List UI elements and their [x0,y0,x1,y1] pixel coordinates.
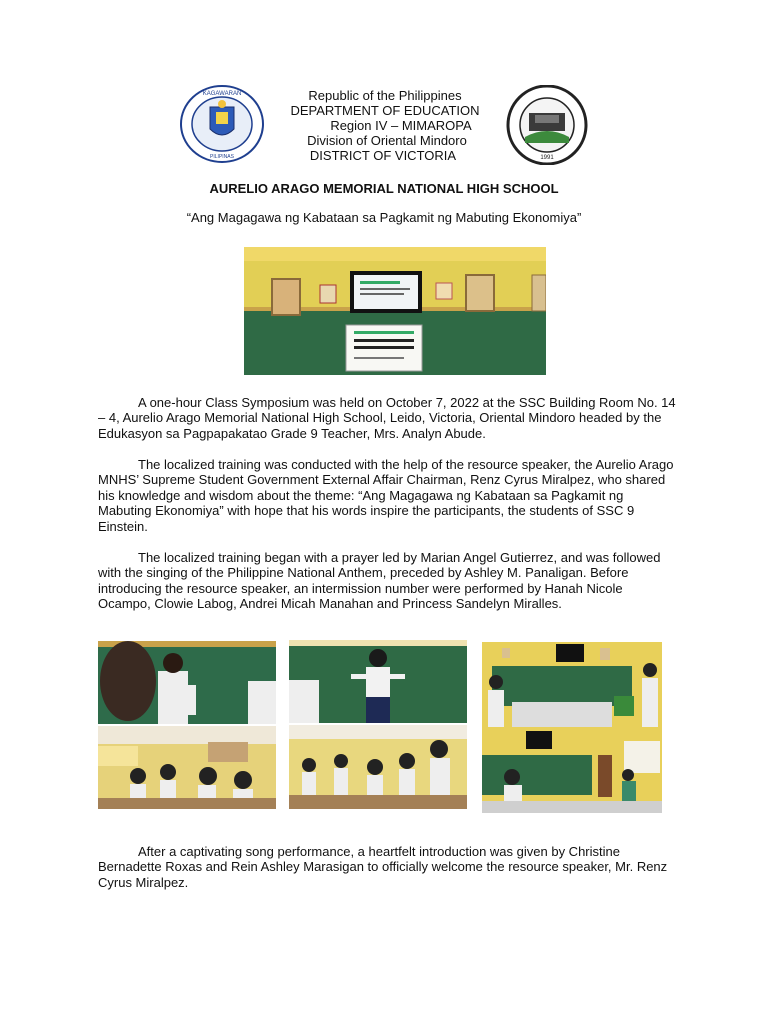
photo-classroom-wide [482,727,662,813]
school-seal-logo [505,85,589,165]
photo-speaker-standing [289,640,467,723]
header-department: DEPARTMENT OF EDUCATION [290,103,480,118]
event-theme: “Ang Magagawa ng Kabataan sa Pagkamit ng Mabuting Ekonomiya” [186,210,582,225]
paragraph-prayer-anthem: The localized training began with a prayer led by Marian Angel Gutierrez, and was followed with the singing of the Philippine National Anthem, preceded by Ashley M. Panaligan. Before introducing the resource speaker, an intermission number were performed by Hanah Nicole Ocampo, Clowie Labog, Andrei Micah Manahan and Princess Sandelyn Miralles. [98,550,661,612]
paragraph-resource-speaker: The localized training was conducted with the help of the resource speaker, the Aurelio Arago MNHS’ Supreme Student Government External Affair Chairman, Renz Cyrus Miralpez, who shared his knowledge and wisdom about the theme: “Ang Magagawa ng Kabataan sa Pagkamit ng Mabuting Ekonomiya” with hope that his words inspire the participants, the students of SSC 9 Einstein. [98,457,674,534]
photo-students-front [98,641,276,724]
svg-text:PILIPINAS: PILIPINAS [210,154,234,160]
header-region: Region IV – MIMAROPA [330,118,472,133]
photo-classroom-board [482,642,662,727]
classroom-tv-photo [244,247,546,375]
photo-students-seated [98,726,276,809]
header-republic: Republic of the Philippines [308,88,462,103]
school-name: AURELIO ARAGO MEMORIAL NATIONAL HIGH SCHOOL [209,181,559,196]
header-district: DISTRICT OF VICTORIA [309,148,457,163]
svg-text:1991: 1991 [540,155,554,161]
paragraph-symposium: A one-hour Class Symposium was held on October 7, 2022 at the SSC Building Room No. 14 – 4, Aurelio Arago Memorial National High School, Leido, Victoria, Oriental Mindoro headed by the Edukasyon sa Pagpapakatao Grade 9 Teacher, Mrs. Analyn Abude. [98,395,676,441]
header-division: Division of Oriental Mindoro [307,133,467,148]
svg-text:KAGAWARAN: KAGAWARAN [202,91,242,97]
photo-classroom-audience [289,725,467,809]
paragraph-introduction: After a captivating song performance, a heartfelt introduction was given by Christine Bernadette Roxas and Rein Ashley Marasigan to officially welcome the resource speaker, Mr. Renz Cyrus Miralpez. [98,844,668,890]
